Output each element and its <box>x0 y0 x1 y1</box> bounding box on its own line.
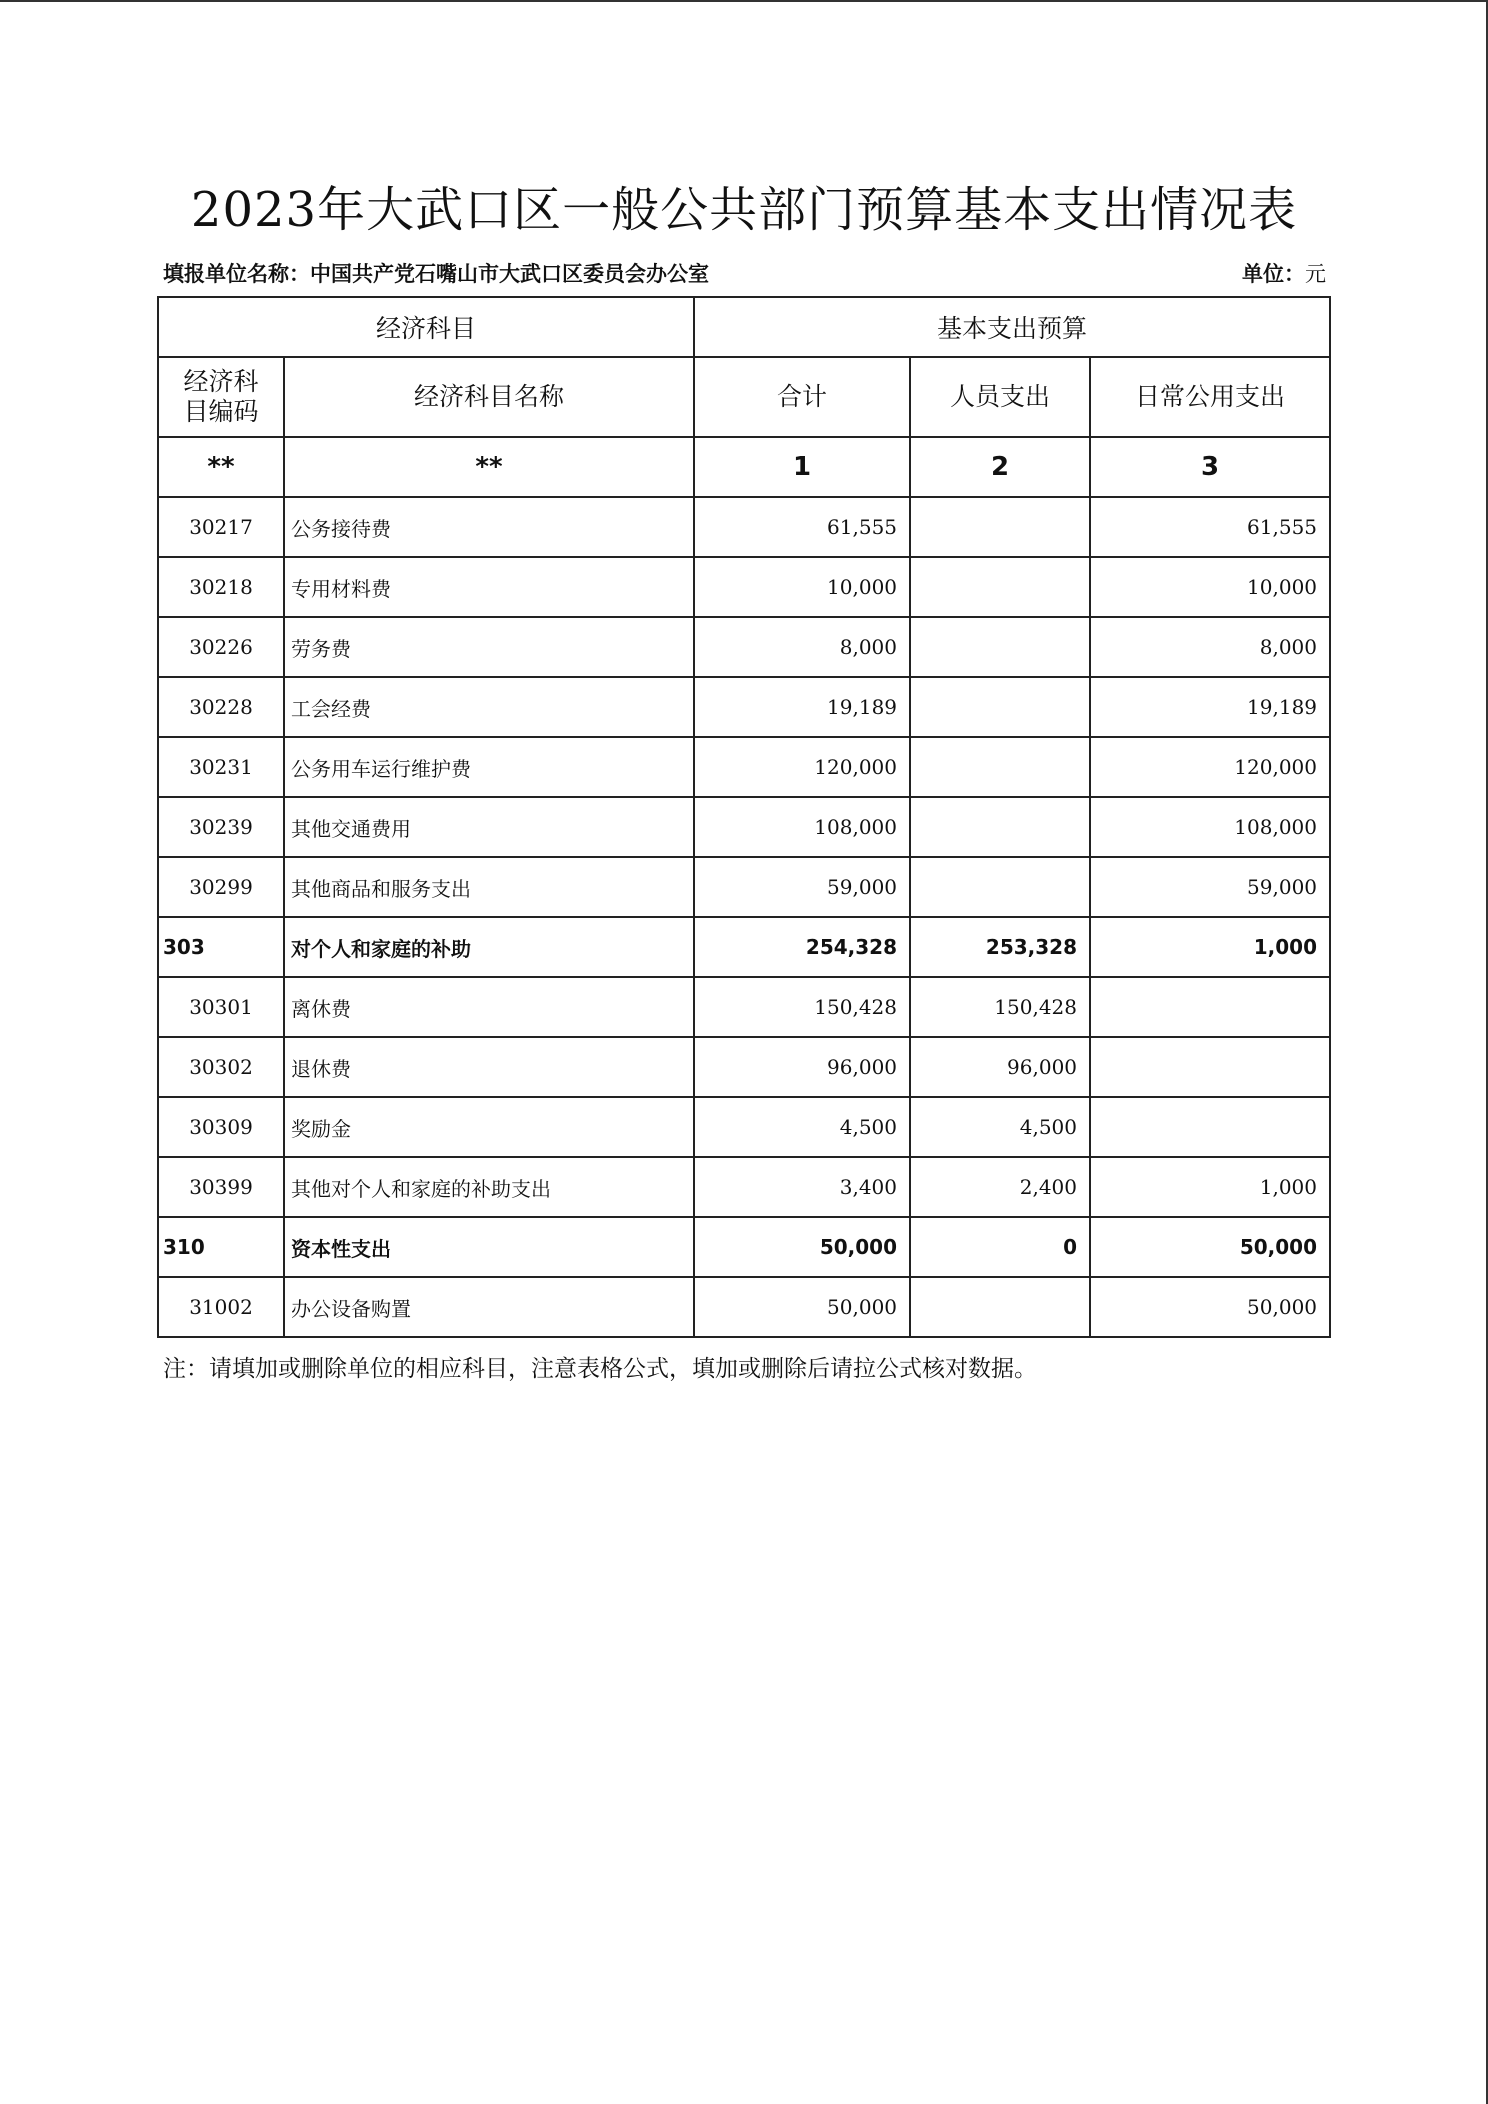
cell-total: 96,000 <box>694 1037 910 1097</box>
table-row <box>158 977 1330 1037</box>
table-row <box>158 797 1330 857</box>
cell-code: 30399 <box>158 1157 284 1217</box>
currency-unit-label: 单位： <box>1242 262 1305 286</box>
cell-code: 30231 <box>158 737 284 797</box>
col-header-name: 经济科目名称 <box>284 357 694 437</box>
cell-personnel: 253,328 <box>910 917 1090 977</box>
cell-public <box>1090 977 1330 1037</box>
footnote: 注：请填加或删除单位的相应科目，注意表格公式，填加或删除后请拉公式核对数据。 <box>163 1356 1037 1382</box>
cell-personnel <box>910 737 1090 797</box>
cell-public: 59,000 <box>1090 857 1330 917</box>
cell-name: 奖励金 <box>284 1097 694 1157</box>
currency-unit-value: 元 <box>1305 262 1326 286</box>
cell-total: 120,000 <box>694 737 910 797</box>
cell-name: 对个人和家庭的补助 <box>284 917 694 977</box>
table-row <box>158 677 1330 737</box>
cell-public <box>1090 1097 1330 1157</box>
cell-code: 30299 <box>158 857 284 917</box>
cell-name: 公务用车运行维护费 <box>284 737 694 797</box>
cell-public <box>1090 1037 1330 1097</box>
cell-name: 退休费 <box>284 1037 694 1097</box>
cell-total: 4,500 <box>694 1097 910 1157</box>
cell-code: 30301 <box>158 977 284 1037</box>
cell-code: 30226 <box>158 617 284 677</box>
table-row <box>158 857 1330 917</box>
cell-personnel: 0 <box>910 1217 1090 1277</box>
cell-public: 10,000 <box>1090 557 1330 617</box>
table-row <box>158 1037 1330 1097</box>
cell-code: 30239 <box>158 797 284 857</box>
cell-total: 19,189 <box>694 677 910 737</box>
cell-code: 310 <box>158 1217 284 1277</box>
cell-personnel <box>910 617 1090 677</box>
cell-personnel <box>910 557 1090 617</box>
index-name: ** <box>284 437 694 497</box>
cell-total: 150,428 <box>694 977 910 1037</box>
cell-personnel: 4,500 <box>910 1097 1090 1157</box>
cell-public: 50,000 <box>1090 1217 1330 1277</box>
cell-personnel: 96,000 <box>910 1037 1090 1097</box>
column-header-row <box>158 357 1330 437</box>
table-row <box>158 557 1330 617</box>
table-row-category <box>158 917 1330 977</box>
cell-name: 劳务费 <box>284 617 694 677</box>
col-header-code-text: 经济科目编码 <box>183 367 259 426</box>
table-row <box>158 1277 1330 1337</box>
currency-unit <box>1242 258 1326 286</box>
cell-total: 50,000 <box>694 1217 910 1277</box>
table-row <box>158 1097 1330 1157</box>
cell-total: 61,555 <box>694 497 910 557</box>
cell-code: 31002 <box>158 1277 284 1337</box>
budget-table <box>157 296 1331 1338</box>
cell-total: 108,000 <box>694 797 910 857</box>
cell-personnel <box>910 797 1090 857</box>
cell-name: 专用材料费 <box>284 557 694 617</box>
table-row <box>158 497 1330 557</box>
table-row <box>158 1157 1330 1217</box>
cell-public: 61,555 <box>1090 497 1330 557</box>
cell-total: 50,000 <box>694 1277 910 1337</box>
cell-code: 303 <box>158 917 284 977</box>
unit-line <box>163 258 1326 286</box>
col-header-personnel: 人员支出 <box>910 357 1090 437</box>
cell-code: 30302 <box>158 1037 284 1097</box>
index-personnel: 2 <box>910 437 1090 497</box>
group-header-basic-budget: 基本支出预算 <box>694 297 1330 357</box>
page-title: 2023年大武口区一般公共部门预算基本支出情况表 <box>190 182 1298 238</box>
page-border-top <box>0 0 1488 2</box>
cell-code: 30228 <box>158 677 284 737</box>
table-row-category <box>158 1217 1330 1277</box>
col-header-total: 合计 <box>694 357 910 437</box>
cell-name: 其他对个人和家庭的补助支出 <box>284 1157 694 1217</box>
cell-personnel <box>910 497 1090 557</box>
cell-total: 3,400 <box>694 1157 910 1217</box>
col-header-public: 日常公用支出 <box>1090 357 1330 437</box>
cell-name: 离休费 <box>284 977 694 1037</box>
group-header-economic-subject: 经济科目 <box>158 297 694 357</box>
group-header-row <box>158 297 1330 357</box>
cell-name: 资本性支出 <box>284 1217 694 1277</box>
cell-public: 8,000 <box>1090 617 1330 677</box>
cell-name: 办公设备购置 <box>284 1277 694 1337</box>
cell-name: 公务接待费 <box>284 497 694 557</box>
index-code: ** <box>158 437 284 497</box>
cell-personnel <box>910 1277 1090 1337</box>
cell-personnel <box>910 857 1090 917</box>
cell-public: 120,000 <box>1090 737 1330 797</box>
cell-public: 19,189 <box>1090 677 1330 737</box>
index-total: 1 <box>694 437 910 497</box>
cell-personnel: 2,400 <box>910 1157 1090 1217</box>
cell-name: 工会经费 <box>284 677 694 737</box>
index-row <box>158 437 1330 497</box>
cell-public: 1,000 <box>1090 917 1330 977</box>
cell-total: 254,328 <box>694 917 910 977</box>
table-row <box>158 737 1330 797</box>
cell-total: 59,000 <box>694 857 910 917</box>
col-header-code <box>158 357 284 437</box>
cell-public: 50,000 <box>1090 1277 1330 1337</box>
index-public: 3 <box>1090 437 1330 497</box>
cell-code: 30309 <box>158 1097 284 1157</box>
table-row <box>158 617 1330 677</box>
cell-code: 30217 <box>158 497 284 557</box>
cell-total: 10,000 <box>694 557 910 617</box>
cell-total: 8,000 <box>694 617 910 677</box>
cell-personnel <box>910 677 1090 737</box>
cell-public: 1,000 <box>1090 1157 1330 1217</box>
cell-code: 30218 <box>158 557 284 617</box>
reporting-unit: 填报单位名称：中国共产党石嘴山市大武口区委员会办公室 <box>163 262 709 286</box>
cell-name: 其他商品和服务支出 <box>284 857 694 917</box>
cell-personnel: 150,428 <box>910 977 1090 1037</box>
cell-name: 其他交通费用 <box>284 797 694 857</box>
cell-public: 108,000 <box>1090 797 1330 857</box>
